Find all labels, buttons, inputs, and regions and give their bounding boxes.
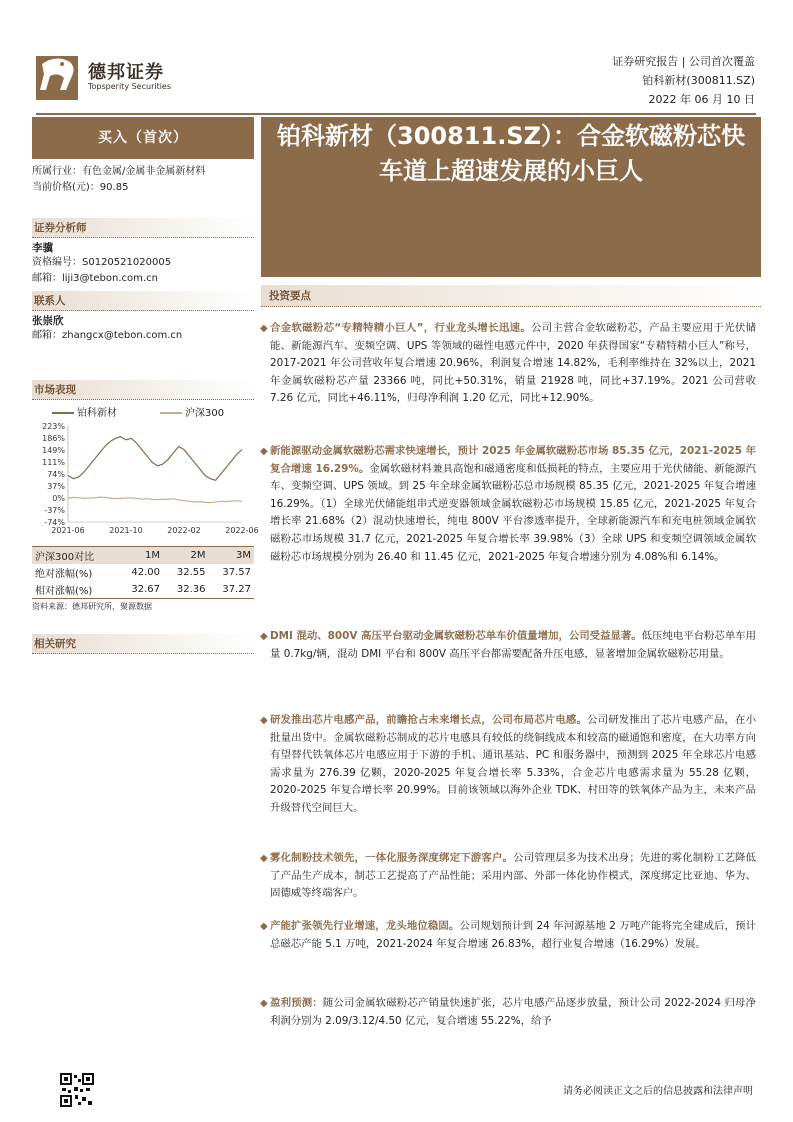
bullet-dot-icon: ◆ (260, 715, 268, 726)
y-tick-label: -74% (44, 518, 65, 527)
analyst-section-header: 证券分析师 (32, 218, 254, 238)
y-tick-label: 186% (42, 434, 65, 443)
table-header: 2M (163, 547, 209, 565)
y-tick-label: -37% (44, 506, 65, 515)
related-section-header: 相关研究 (32, 634, 254, 654)
bullet-text: 公司管理层多为技术出身；先进的雾化制粉工艺降低了产品生产成本，制芯工艺提高了产品性能；采用内部、外部一体化协作模式，深度绑定比亚迪、华为、固德威等终端客户。 (270, 852, 757, 900)
table-header: 沪深300对比 (32, 547, 117, 565)
report-date: 2022 年 06 月 10 日 (648, 93, 755, 106)
report-title: 铂科新材（300811.SZ）：合金软磁粉芯快车道上超速发展的小巨人 (261, 117, 761, 277)
bullet-dot-icon: ◆ (260, 853, 268, 864)
series-line-stock (68, 437, 242, 481)
chart-legend (32, 400, 254, 422)
bullet-text: 低压纯电平台粉芯单车用量 0.7kg/辆，混动 DMI 平台和 800V 高压平台都需要配备升压电感，显著增加金属软磁粉芯用量。 (270, 630, 756, 660)
stock-code: 铂科新材(300811.SZ) (642, 74, 755, 87)
y-tick-label: 223% (42, 422, 65, 431)
y-tick-label: 37% (47, 482, 65, 491)
qr-code-icon (60, 1073, 94, 1107)
table-row (32, 581, 254, 599)
market-performance (32, 380, 259, 654)
table-cell: 42.00 (131, 567, 160, 578)
table-cell: 37.57 (222, 567, 251, 578)
legend-item-stock (52, 404, 117, 419)
contact-email[interactable]: 邮箱：zhangcx@tebon.com.cn (32, 330, 183, 341)
legend-item-index (160, 404, 224, 419)
footer-disclaimer: 请务必阅读正文之后的信息披露和法律声明 (563, 1086, 753, 1097)
bullet-dot-icon: ◆ (260, 323, 268, 334)
y-tick-label: 111% (42, 458, 65, 467)
market-section-header: 市场表现 (32, 380, 254, 400)
contact-section-header: 联系人 (32, 291, 254, 311)
bullet-item (260, 628, 756, 663)
y-tick-label: 149% (42, 446, 65, 455)
industry-line: 所属行业：有色金属/金属非金属新材料 (32, 166, 206, 177)
bullet-dot-icon: ◆ (260, 446, 268, 457)
header-meta (612, 52, 755, 109)
performance-chart (32, 422, 259, 540)
y-tick-label: 74% (47, 470, 65, 479)
bullet-text: 金属软磁材料兼具高饱和磁通密度和低损耗的特点，主要应用于光伏储能、新能源汽车、变频空调、UPS 领域。到 25 年全球金属软磁粉芯总市场规模 85.35 亿元，2021-2025 年复合增速 16.29%。（1）全球光伏储能组串式逆变器领域金属软磁粉芯市场规模 15.85 亿元，2021-2025 年复合增长率 21.68%（2）混动快速增长，纯电 800V 平台渗透率提升，全球新能源汽车和充电桩领域金属软磁粉芯市场规模 31.7 亿元，2021-2025 年复合增长率 39.98%（3）全球 UPS 和变频空调领域金属软磁粉芯市场规模分别为 26.40 和 11.45 亿元，2021-2025 年复合增速分别为 4.08%和 6.14%。 (270, 462, 756, 563)
table-cell: 32.55 (176, 567, 206, 578)
left-column (32, 117, 254, 344)
bullet-item (260, 320, 756, 408)
bullet-lead: 雾化制粉技术领先，一体化服务深度绑定下游客户。 (270, 852, 514, 864)
x-tick-label: 2022-06 (225, 526, 259, 535)
bullet-text: 公司研发推出了芯片电感产品，在小批量出货中。金属软磁粉芯制成的芯片电感具有较低的绕铜线成本和较高的磁通饱和密度，在大功率方向有望替代铁氧体芯片电感应用于下游的手机、通讯基站、PC 和服务器中，预测到 2025 年全球芯片电感需求量为 276.39 亿颗，2020-2025 年复合增长率 5.33%，合金芯片电感需求量为 55.28 亿颗，2020-2025 年复合增长率 20.99%。目前该领域以海外企业 TDK、村田等的铁氧体产品为主，未来产品升级替代空间巨大。 (270, 714, 757, 814)
analyst-email[interactable]: 邮箱：liji3@tebon.com.cn (32, 273, 158, 284)
price-line: 当前价格(元)：90.85 (32, 182, 129, 193)
stock-info (32, 164, 254, 196)
bullet-text: 随公司金属软磁粉芯产销量快速扩张，芯片电感产品逐步放量，预计公司 2022-2024 归母净利润分别为 2.09/3.12/4.50 亿元，复合增速 55.22%，给予 (270, 997, 756, 1027)
rating-banner: 买入（首次） (32, 117, 254, 159)
bullet-dot-icon: ◆ (260, 631, 268, 642)
analyst-name: 李骥 (32, 242, 53, 254)
header-divider (36, 113, 756, 115)
table-cell: 绝对涨幅(%) (35, 569, 93, 580)
performance-table (32, 546, 254, 599)
legend-label-index: 沪深300 (185, 408, 225, 419)
bullet-text: 公司规划预计到 24 年河源基地 2 万吨产能将完全建成后，预计总磁芯产能 5.1 万吨，2021-2024 年复合增速 26.83%，超行业复合增速（16.29%）发展。 (270, 920, 757, 950)
logo-mark-icon (36, 50, 82, 102)
table-cell: 相对涨幅(%) (32, 581, 117, 599)
bullet-lead: 研发推出芯片电感产品，前瞻抢占未来增长点，公司布局芯片电感。 (270, 714, 588, 726)
bullet-lead: 产能扩张领先行业增速，龙头地位稳固。 (270, 920, 460, 932)
series-line-index (68, 497, 242, 503)
analyst-cert: 资格编号：S0120521020005 (32, 257, 172, 268)
contact-name: 张崇欣 (32, 315, 64, 327)
y-tick-label: 0% (52, 494, 65, 503)
x-tick-label: 2021-10 (109, 526, 143, 535)
bullet-text: 公司主营合金软磁粉芯，产品主要应用于光伏储能、新能源汽车、变频空调、UPS 等领域的磁性电感元件中，2020 年获得国家“专精特精小巨人”称号，2017-2021 年公司营收年复合增速 20.96%，利润复合增速 14.82%，毛利率维持在 32%以上，2021 年金属软磁粉芯产量 23366 吨，同比+50.31%，销量 21928 吨，同比+37.19%。2021 公司营收 7.26 亿元，同比+46.11%，归母净利润 1.20 亿元，同比+12.90%。 (270, 322, 756, 405)
bullet-dot-icon: ◆ (260, 921, 268, 932)
table-row (32, 564, 254, 581)
table-cell: 37.27 (208, 581, 254, 599)
logo-cn-text: 德邦证券 (88, 62, 164, 83)
key-points-header: 投资要点 (261, 285, 761, 307)
bullet-lead: 盈利预测： (270, 997, 323, 1009)
table-header: 1M (117, 547, 163, 565)
bullet-dot-icon: ◆ (260, 998, 268, 1009)
logo-en-text: Topsperity Securities (88, 82, 172, 91)
x-tick-label: 2021-06 (51, 526, 85, 535)
bullet-item (260, 443, 756, 566)
table-cell: 32.67 (117, 581, 163, 599)
bullet-item (260, 995, 756, 1030)
bullet-lead: 合金软磁粉芯“专精特精小巨人”，行业龙头增长迅速。 (270, 322, 532, 334)
legend-label-stock: 铂科新材 (77, 408, 117, 419)
chart-source: 资料来源：德邦研究所，聚源数据 (32, 602, 152, 611)
bullet-item (260, 712, 757, 818)
x-tick-label: 2022-02 (167, 526, 201, 535)
bullet-lead: DMI 混动、800V 高压平台驱动金属软磁粉芯单车价值量增加，公司受益显著。 (270, 630, 642, 642)
bullet-item (260, 850, 757, 903)
logo (36, 50, 206, 102)
bullet-lead: 新能源驱动金属软磁粉芯需求快速增长，预计 2025 年金属软磁粉芯市场 85.35 亿元，2021-2025 年复合增速 16.29%。 (270, 445, 756, 475)
bullet-item (260, 918, 757, 953)
table-cell: 32.36 (163, 581, 209, 599)
report-type: 证券研究报告 | 公司首次覆盖 (612, 55, 755, 68)
table-header: 3M (208, 547, 254, 565)
